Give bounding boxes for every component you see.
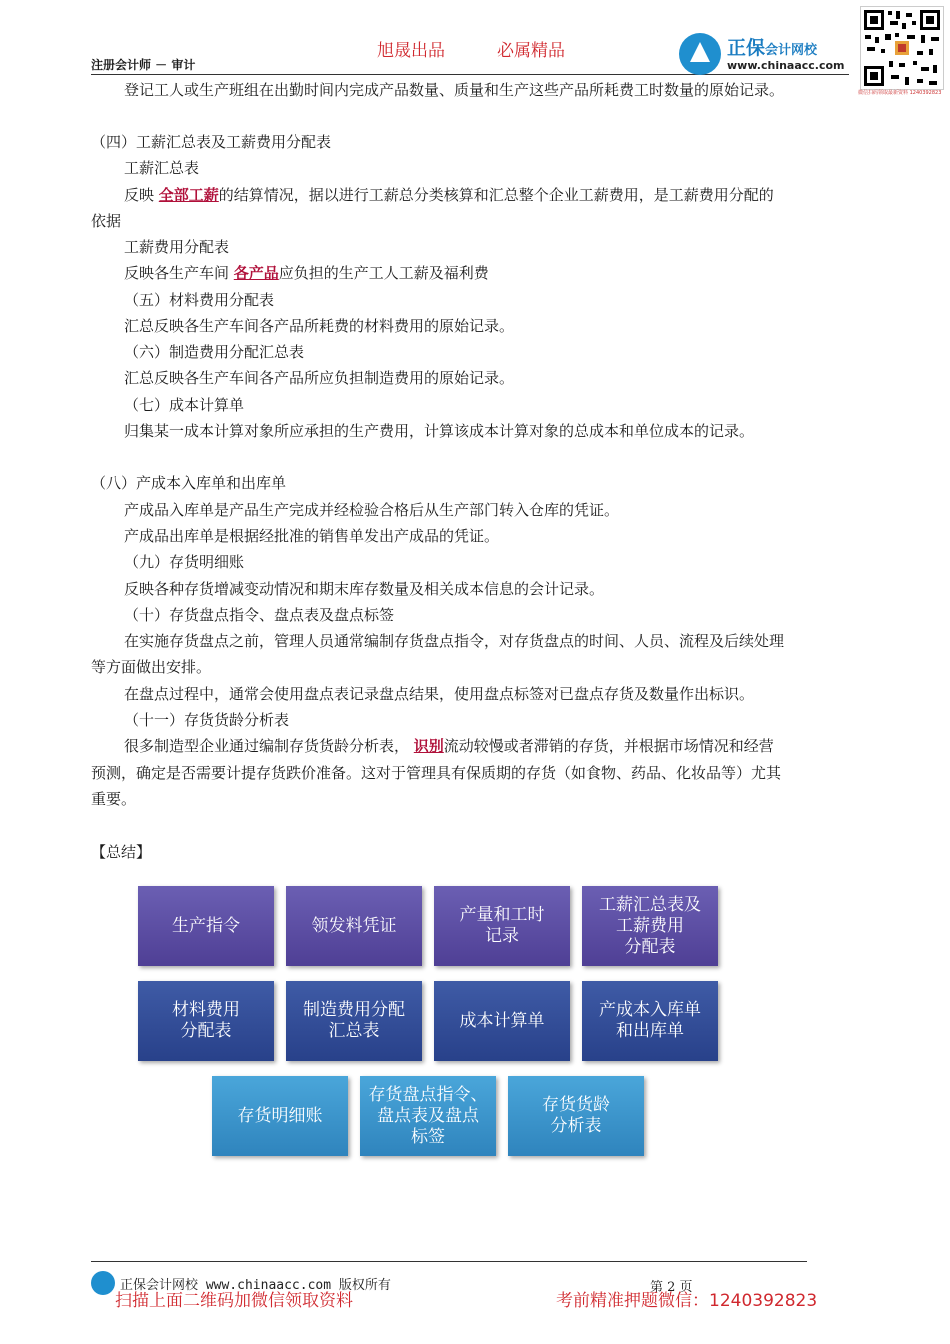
section-10-para1: 在实施存货盘点之前，管理人员通常编制存货盘点指令，对存货盘点的时间、人员、流程及后续处理 xyxy=(124,632,785,650)
section-4-para1: 反映 全部工薪的结算情况，据以进行工薪总分类核算和汇总整个企业工薪费用，是工薪费用分配的 xyxy=(124,186,774,204)
intro-line: 登记工人或生产班组在出勤时间内完成产品数量、质量和生产这些产品所耗费工时数量的原始记录。 xyxy=(124,81,785,99)
summary-box: 领发料凭证 xyxy=(286,886,422,966)
footer-promo-left: 扫描上面二维码加微信领取资料 xyxy=(115,1291,353,1311)
section-4-sub2: 工薪费用分配表 xyxy=(124,238,230,256)
section-8-title: （八）产成本入库单和出库单 xyxy=(91,474,287,492)
summary-box: 制造费用分配 汇总表 xyxy=(286,981,422,1061)
section-11-para-cont1: 预测，确定是否需要计提存货跌价准备。这对于管理具有保质期的存货（如食物、药品、化妆品等）尤其 xyxy=(91,764,782,782)
summary-label: 【总结】 xyxy=(91,843,152,861)
doc-title: 注册会计师 － 审计 xyxy=(91,58,196,72)
section-4-para1-cont: 依据 xyxy=(91,212,122,230)
summary-box: 生产指令 xyxy=(138,886,274,966)
summary-box: 成本计算单 xyxy=(434,981,570,1061)
key-term: 识别 xyxy=(413,737,444,755)
section-9-para: 反映各种存货增减变动情况和期末库存数量及相关成本信息的会计记录。 xyxy=(124,580,605,598)
footer-copyright: 正保会计网校 www.chinaacc.com 版权所有 xyxy=(120,1278,391,1293)
key-term: 各产品 xyxy=(233,264,279,282)
summary-box: 产成本入库单 和出库单 xyxy=(582,981,718,1061)
section-6-para: 汇总反映各生产车间各产品所应负担制造费用的原始记录。 xyxy=(124,369,515,387)
footer-logo-icon xyxy=(91,1271,115,1295)
footer-divider xyxy=(91,1261,807,1262)
page-number: 第 2 页 xyxy=(650,1280,693,1295)
chinaacc-logo[interactable] xyxy=(679,33,857,77)
summary-box: 材料费用 分配表 xyxy=(138,981,274,1061)
summary-box: 工薪汇总表及 工薪费用 分配表 xyxy=(582,886,718,966)
section-11-title: （十一）存货货龄分析表 xyxy=(124,711,290,729)
section-8-para2: 产成品出库单是根据经批准的销售单发出产成品的凭证。 xyxy=(124,527,500,545)
section-11-para-cont2: 重要。 xyxy=(91,790,137,808)
section-10-title: （十）存货盘点指令、盘点表及盘点标签 xyxy=(124,606,395,624)
section-9-title: （九）存货明细账 xyxy=(124,553,245,571)
section-5-para: 汇总反映各生产车间各产品所耗费的材料费用的原始记录。 xyxy=(124,317,515,335)
summary-box: 存货货龄 分析表 xyxy=(508,1076,644,1156)
section-11-para: 很多制造型企业通过编制存货货龄分析表， 识别流动较慢或者滞销的存货，并根据市场情况和经营 xyxy=(124,737,774,755)
section-5-title: （五）材料费用分配表 xyxy=(124,291,275,309)
section-4-para2: 反映各生产车间 各产品应负担的生产工人工薪及福利费 xyxy=(124,264,489,282)
section-6-title: （六）制造费用分配汇总表 xyxy=(124,343,305,361)
logo-icon xyxy=(679,33,721,75)
section-10-para2: 在盘点过程中，通常会使用盘点表记录盘点结果，使用盘点标签对已盘点存货及数量作出标识。 xyxy=(124,685,755,703)
summary-box: 存货盘点指令、 盘点表及盘点 标签 xyxy=(360,1076,496,1156)
section-4-title: （四）工薪汇总表及工薪费用分配表 xyxy=(91,133,332,151)
header-brand-left: 旭晟出品 xyxy=(377,41,445,61)
qr-note: 微信扫码领取最新资料 1240392823 xyxy=(858,90,942,96)
summary-box: 产量和工时 记录 xyxy=(434,886,570,966)
header-brand-right: 必属精品 xyxy=(497,41,565,61)
section-7-para: 归集某一成本计算对象所应承担的生产费用，计算该成本计算对象的总成本和单位成本的记录。 xyxy=(124,422,755,440)
logo-text: 正保会计网校 xyxy=(727,37,818,59)
summary-box: 存货明细账 xyxy=(212,1076,348,1156)
section-4-sub1: 工薪汇总表 xyxy=(124,159,200,177)
section-10-para1-cont: 等方面做出安排。 xyxy=(91,658,212,676)
qr-code-icon xyxy=(860,6,944,90)
section-7-title: （七）成本计算单 xyxy=(124,396,245,414)
footer-promo-right: 考前精准押题微信：1240392823 xyxy=(556,1291,818,1311)
logo-url: www.chinaacc.com xyxy=(727,59,845,72)
key-term: 全部工薪 xyxy=(158,186,219,204)
section-8-para1: 产成品入库单是产品生产完成并经检验合格后从生产部门转入仓库的凭证。 xyxy=(124,501,620,519)
